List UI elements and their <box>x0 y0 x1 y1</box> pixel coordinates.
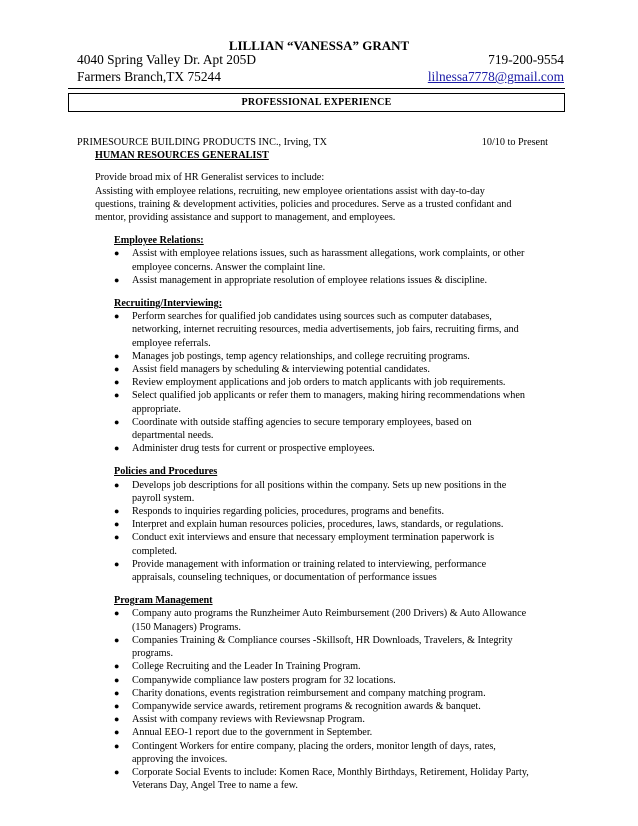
bullet-line: networking, internet recruiting resources, media advertisements, job fairs, recruiting firms, and <box>132 324 519 336</box>
bullet-dot-icon: ● <box>114 532 120 543</box>
bullet-item <box>114 726 559 739</box>
bullet-dot-icon: ● <box>114 661 120 672</box>
summary-line: questions, training & development activities, policies and procedures. Serve as a trusted confidant and <box>95 198 512 210</box>
summary-line: Provide broad mix of HR Generalist services to include: <box>95 172 325 184</box>
bullet-dot-icon: ● <box>114 766 120 777</box>
bullet-line: employee referrals. <box>132 337 211 349</box>
bullet-item <box>114 740 559 766</box>
bullet-item <box>114 274 559 287</box>
bullet-line: Select qualified job applicants or refer them to managers, making hiring recommendations when <box>132 390 525 402</box>
employment-dates: 10/10 to Present <box>481 137 548 148</box>
bullet-list <box>114 247 559 287</box>
bullet-list <box>114 479 559 585</box>
bullet-line: Administer drug tests for current or prospective employees. <box>132 443 375 455</box>
bullet-item <box>114 518 559 531</box>
duty-group <box>114 594 559 792</box>
company-name: PRIMESOURCE BUILDING PRODUCTS INC., Irving, TX <box>77 137 327 148</box>
bullet-dot-icon: ● <box>114 274 120 285</box>
bullet-item <box>114 310 559 350</box>
section-title: PROFESSIONAL EXPERIENCE <box>241 97 392 108</box>
bullet-line: Conduct exit interviews and ensure that necessary employment termination paperwork is <box>132 532 495 544</box>
bullet-item <box>114 247 559 273</box>
bullet-line: Provide management with information or training related to interviewing, performance <box>132 558 487 570</box>
bullet-line: Assist field managers by scheduling & interviewing potential candidates. <box>132 364 430 376</box>
bullet-dot-icon: ● <box>114 416 120 427</box>
section-header-box <box>68 93 565 112</box>
bullet-dot-icon: ● <box>114 608 120 619</box>
bullet-line: College Recruiting and the Leader In Training Program. <box>132 661 361 673</box>
bullet-dot-icon: ● <box>114 377 120 388</box>
bullet-item <box>114 607 559 633</box>
bullet-line: Manages job postings, temp agency relationships, and college recruiting programs. <box>132 350 470 362</box>
bullet-line: departmental needs. <box>132 430 214 442</box>
bullet-line: Assist with company reviews with Reviewsnap Program. <box>132 714 365 726</box>
bullet-dot-icon: ● <box>114 634 120 645</box>
bullet-dot-icon: ● <box>114 558 120 569</box>
bullet-line: Veterans Day, Angel Tree to name a few. <box>132 780 298 792</box>
bullet-item <box>114 558 559 584</box>
bullet-item <box>114 416 559 442</box>
bullet-dot-icon: ● <box>114 479 120 490</box>
bullet-item <box>114 634 559 660</box>
bullet-line: Annual EEO-1 report due to the government in September. <box>132 727 373 739</box>
bullet-dot-icon: ● <box>114 740 120 751</box>
bullet-dot-icon: ● <box>114 248 120 259</box>
bullet-line: Interpret and explain human resources policies, procedures, laws, standards, or regulations. <box>132 519 504 531</box>
bullet-item <box>114 766 559 792</box>
duty-group <box>114 465 559 584</box>
email-link[interactable]: lilnessa7778@gmail.com <box>427 69 564 84</box>
bullet-item <box>114 389 559 415</box>
bullet-item <box>114 350 559 363</box>
bullet-line: approving the invoices. <box>132 753 228 765</box>
bullet-dot-icon: ● <box>114 506 120 517</box>
address-line-1: 4040 Spring Valley Dr. Apt 205D <box>77 52 257 67</box>
bullet-item <box>114 531 559 557</box>
phone-number: 719-200-9554 <box>488 52 564 67</box>
bullet-line: Contingent Workers for entire company, placing the orders, monitor length of days, rates, <box>132 740 496 752</box>
bullet-item <box>114 660 559 673</box>
bullet-line: Assist management in appropriate resolution of employee relations issues & discipline. <box>132 274 488 286</box>
bullet-line: Assist with employee relations issues, such as harassment allegations, work complaints, or other <box>132 248 525 260</box>
group-heading: Employee Relations: <box>114 235 204 247</box>
bullet-line: appraisals, counseling techniques, or documentation of performance issues <box>132 572 437 584</box>
summary-line: mentor, providing assistance and support to management, and employees. <box>95 212 396 223</box>
header-divider <box>68 88 565 89</box>
bullet-list <box>114 607 559 792</box>
candidate-name: LILLIAN “VANESSA” GRANT <box>228 38 410 53</box>
bullet-dot-icon: ● <box>114 443 120 454</box>
bullet-line: payroll system. <box>132 492 195 504</box>
bullet-line: Charity donations, events registration reimbursement and company matching program. <box>132 687 486 699</box>
bullet-dot-icon: ● <box>114 714 120 725</box>
bullet-dot-icon: ● <box>114 700 120 711</box>
address-line-2: Farmers Branch,TX 75244 <box>77 69 221 84</box>
bullet-dot-icon: ● <box>114 687 120 698</box>
bullet-item <box>114 700 559 713</box>
bullet-dot-icon: ● <box>114 350 120 361</box>
bullet-item <box>114 376 559 389</box>
bullet-line: completed. <box>132 545 177 557</box>
bullet-dot-icon: ● <box>114 390 120 401</box>
bullet-item <box>114 505 559 518</box>
bullet-dot-icon: ● <box>114 311 120 322</box>
bullet-line: (150 Managers) Programs. <box>132 621 241 633</box>
group-heading: Policies and Procedures <box>114 466 218 478</box>
duty-group <box>114 297 559 455</box>
bullet-item <box>114 363 559 376</box>
bullet-list <box>114 310 559 455</box>
bullet-line: Companywide service awards, retirement programs & recognition awards & banquet. <box>132 700 481 712</box>
experience-section <box>77 136 567 792</box>
bullet-item <box>114 674 559 687</box>
bullet-line: Review employment applications and job orders to match applicants with job requirements. <box>132 377 506 389</box>
duty-groups <box>77 234 567 792</box>
bullet-line: Responds to inquiries regarding policies, procedures, programs and benefits. <box>132 506 445 518</box>
bullet-item <box>114 687 559 700</box>
job-title: HUMAN RESOURCES GENERALIST <box>95 150 269 162</box>
group-heading: Program Management <box>114 595 213 607</box>
bullet-item <box>114 713 559 726</box>
bullet-line: Corporate Social Events to include: Komen Race, Monthly Birthdays, Retirement, Holiday Party, <box>132 766 529 778</box>
bullet-line: Coordinate with outside staffing agencies to secure temporary employees, based on <box>132 416 472 428</box>
bullet-line: Company auto programs the Runzheimer Auto Reimbursement (200 Drivers) & Auto Allowance <box>132 608 527 620</box>
bullet-dot-icon: ● <box>114 364 120 375</box>
bullet-line: Companywide compliance law posters program for 32 locations. <box>132 674 396 686</box>
bullet-line: employee concerns. Answer the complaint line. <box>132 261 326 273</box>
duty-group <box>114 234 559 287</box>
bullet-dot-icon: ● <box>114 519 120 530</box>
bullet-item <box>114 479 559 505</box>
bullet-line: Perform searches for qualified job candidates using sources such as computer databases, <box>132 311 492 323</box>
job-summary <box>95 171 561 224</box>
bullet-item <box>114 442 559 455</box>
bullet-line: appropriate. <box>132 403 181 415</box>
job-header-row <box>77 136 567 149</box>
bullet-line: programs. <box>132 648 174 660</box>
bullet-line: Develops job descriptions for all positions within the company. Sets up new positions in the <box>132 479 507 491</box>
summary-line: Assisting with employee relations, recruiting, new employee orientations assist with day-to-day <box>95 185 485 197</box>
bullet-dot-icon: ● <box>114 674 120 685</box>
group-heading: Recruiting/Interviewing: <box>114 298 223 310</box>
bullet-dot-icon: ● <box>114 727 120 738</box>
bullet-line: Companies Training & Compliance courses -Skillsoft, HR Downloads, Travelers, & Integrity <box>132 634 513 646</box>
